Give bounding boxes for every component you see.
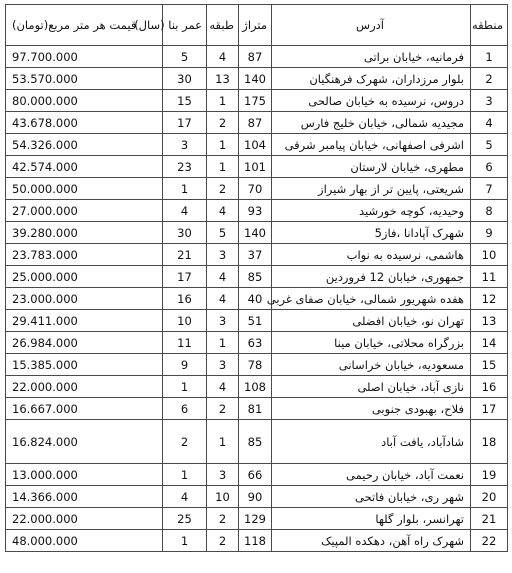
table-row	[6, 420, 508, 464]
cell-building-age: 5	[163, 46, 207, 68]
cell-price-per-sqm: 22.000.000	[6, 376, 163, 398]
header-row	[6, 5, 508, 46]
table-row	[6, 398, 508, 420]
cell-floor: 1	[207, 134, 239, 156]
cell-address: مسعودیه، خیابان خراسانی	[272, 354, 471, 376]
cell-floor: 1	[207, 420, 239, 464]
cell-price-per-sqm: 42.574.000	[6, 156, 163, 178]
table-row	[6, 464, 508, 486]
cell-price-per-sqm: 48.000.000	[6, 530, 163, 552]
cell-floor: 4	[207, 200, 239, 222]
cell-building-age: 25	[163, 508, 207, 530]
table-row	[6, 376, 508, 398]
cell-region: 21	[471, 508, 508, 530]
cell-region: 12	[471, 288, 508, 310]
table-row	[6, 288, 508, 310]
cell-area: 129	[239, 508, 272, 530]
table-row	[6, 200, 508, 222]
cell-floor: 13	[207, 68, 239, 90]
cell-area: 78	[239, 354, 272, 376]
cell-region: 18	[471, 420, 508, 464]
cell-region: 20	[471, 486, 508, 508]
header-address: آدرس	[272, 5, 471, 46]
cell-floor: 2	[207, 530, 239, 552]
cell-floor: 4	[207, 288, 239, 310]
cell-floor: 1	[207, 156, 239, 178]
table-row	[6, 508, 508, 530]
cell-region: 14	[471, 332, 508, 354]
cell-area: 85	[239, 420, 272, 464]
cell-building-age: 16	[163, 288, 207, 310]
cell-area: 37	[239, 244, 272, 266]
cell-price-per-sqm: 39.280.000	[6, 222, 163, 244]
cell-region: 2	[471, 68, 508, 90]
header-price-per-sqm: قیمت هر متر مربع(تومان)	[6, 5, 163, 46]
cell-address: تهران نو، خیابان افضلی	[272, 310, 471, 332]
cell-floor: 2	[207, 112, 239, 134]
cell-area: 51	[239, 310, 272, 332]
cell-price-per-sqm: 80.000.000	[6, 90, 163, 112]
cell-area: 118	[239, 530, 272, 552]
cell-region: 19	[471, 464, 508, 486]
header-area: متراژ	[239, 5, 272, 46]
table-row	[6, 90, 508, 112]
cell-area: 140	[239, 222, 272, 244]
table-row	[6, 486, 508, 508]
cell-price-per-sqm: 25.000.000	[6, 266, 163, 288]
price-table	[5, 4, 508, 552]
cell-address: نازی آباد، خیابان اصلی	[272, 376, 471, 398]
cell-floor: 1	[207, 90, 239, 112]
cell-region: 8	[471, 200, 508, 222]
cell-area: 81	[239, 398, 272, 420]
cell-region: 13	[471, 310, 508, 332]
cell-price-per-sqm: 15.385.000	[6, 354, 163, 376]
table-row	[6, 332, 508, 354]
cell-price-per-sqm: 16.667.000	[6, 398, 163, 420]
cell-address: وحیدیه، کوچه خورشید	[272, 200, 471, 222]
cell-building-age: 10	[163, 310, 207, 332]
cell-building-age: 30	[163, 68, 207, 90]
cell-area: 101	[239, 156, 272, 178]
table-body	[6, 46, 508, 552]
cell-building-age: 2	[163, 420, 207, 464]
header-floor: طبقه	[207, 5, 239, 46]
cell-address: هفده شهریور شمالی، خیابان صفای غربی	[272, 288, 471, 310]
cell-area: 175	[239, 90, 272, 112]
cell-area: 66	[239, 464, 272, 486]
cell-region: 4	[471, 112, 508, 134]
cell-building-age: 23	[163, 156, 207, 178]
cell-floor: 3	[207, 310, 239, 332]
cell-floor: 5	[207, 222, 239, 244]
cell-area: 63	[239, 332, 272, 354]
cell-floor: 3	[207, 244, 239, 266]
cell-building-age: 9	[163, 354, 207, 376]
cell-region: 16	[471, 376, 508, 398]
cell-region: 1	[471, 46, 508, 68]
cell-price-per-sqm: 16.824.000	[6, 420, 163, 464]
cell-region: 15	[471, 354, 508, 376]
cell-region: 11	[471, 266, 508, 288]
cell-address: شهرک آپادانا ،فاز5	[272, 222, 471, 244]
cell-address: مطهری، خیابان لارستان	[272, 156, 471, 178]
cell-address: شادآباد، یافت آباد	[272, 420, 471, 464]
cell-floor: 4	[207, 376, 239, 398]
cell-floor: 2	[207, 178, 239, 200]
cell-price-per-sqm: 13.000.000	[6, 464, 163, 486]
cell-price-per-sqm: 23.783.000	[6, 244, 163, 266]
cell-floor: 3	[207, 354, 239, 376]
cell-floor: 1	[207, 332, 239, 354]
cell-building-age: 1	[163, 178, 207, 200]
cell-building-age: 30	[163, 222, 207, 244]
cell-region: 6	[471, 156, 508, 178]
cell-area: 140	[239, 68, 272, 90]
cell-building-age: 1	[163, 464, 207, 486]
cell-region: 10	[471, 244, 508, 266]
cell-address: شهرک راه آهن، دهکده المپیک	[272, 530, 471, 552]
cell-region: 9	[471, 222, 508, 244]
cell-price-per-sqm: 54.326.000	[6, 134, 163, 156]
cell-address: نعمت آباد، خیابان رحیمی	[272, 464, 471, 486]
cell-building-age: 17	[163, 112, 207, 134]
cell-area: 85	[239, 266, 272, 288]
cell-building-age: 4	[163, 486, 207, 508]
cell-address: فرمانیه، خیابان براتی	[272, 46, 471, 68]
table-row	[6, 134, 508, 156]
cell-price-per-sqm: 14.366.000	[6, 486, 163, 508]
cell-price-per-sqm: 50.000.000	[6, 178, 163, 200]
header-building-age: عمر بنا (سال)	[163, 5, 207, 46]
cell-region: 7	[471, 178, 508, 200]
cell-price-per-sqm: 29.411.000	[6, 310, 163, 332]
cell-price-per-sqm: 23.000.000	[6, 288, 163, 310]
cell-address: بلوار مرزداران، شهرک فرهنگیان	[272, 68, 471, 90]
cell-building-age: 15	[163, 90, 207, 112]
table-row	[6, 68, 508, 90]
table-row	[6, 46, 508, 68]
cell-area: 70	[239, 178, 272, 200]
cell-address: فلاح، بهبودی جنوبی	[272, 398, 471, 420]
cell-building-age: 1	[163, 530, 207, 552]
cell-address: هاشمی، نرسیده به نواب	[272, 244, 471, 266]
table-row	[6, 354, 508, 376]
price-table-container	[5, 4, 507, 552]
cell-area: 104	[239, 134, 272, 156]
cell-floor: 3	[207, 464, 239, 486]
cell-area: 90	[239, 486, 272, 508]
cell-region: 3	[471, 90, 508, 112]
cell-area: 93	[239, 200, 272, 222]
table-row	[6, 310, 508, 332]
table-row	[6, 244, 508, 266]
cell-floor: 2	[207, 508, 239, 530]
cell-region: 17	[471, 398, 508, 420]
cell-building-age: 21	[163, 244, 207, 266]
table-row	[6, 530, 508, 552]
table-row	[6, 156, 508, 178]
cell-price-per-sqm: 53.570.000	[6, 68, 163, 90]
table-header	[6, 5, 508, 46]
header-region: منطقه	[471, 5, 508, 46]
table-row	[6, 222, 508, 244]
cell-price-per-sqm: 97.700.000	[6, 46, 163, 68]
cell-floor: 2	[207, 398, 239, 420]
cell-building-age: 4	[163, 200, 207, 222]
cell-region: 22	[471, 530, 508, 552]
cell-building-age: 3	[163, 134, 207, 156]
cell-floor: 4	[207, 46, 239, 68]
cell-area: 40	[239, 288, 272, 310]
cell-address: شهر ری، خیابان فاتحی	[272, 486, 471, 508]
cell-area: 108	[239, 376, 272, 398]
cell-address: جمهوری، خیابان 12 فروردین	[272, 266, 471, 288]
cell-floor: 10	[207, 486, 239, 508]
cell-address: تهرانسر، بلوار گلها	[272, 508, 471, 530]
cell-floor: 4	[207, 266, 239, 288]
cell-area: 87	[239, 112, 272, 134]
cell-address: اشرفی اصفهانی، خیابان پیامبر شرقی	[272, 134, 471, 156]
cell-building-age: 11	[163, 332, 207, 354]
cell-address: مجیدیه شمالی، خیابان خلیج فارس	[272, 112, 471, 134]
cell-price-per-sqm: 22.000.000	[6, 508, 163, 530]
cell-area: 87	[239, 46, 272, 68]
table-row	[6, 178, 508, 200]
cell-building-age: 17	[163, 266, 207, 288]
cell-price-per-sqm: 43.678.000	[6, 112, 163, 134]
table-row	[6, 266, 508, 288]
cell-region: 5	[471, 134, 508, 156]
cell-price-per-sqm: 27.000.000	[6, 200, 163, 222]
cell-price-per-sqm: 26.984.000	[6, 332, 163, 354]
cell-building-age: 6	[163, 398, 207, 420]
table-row	[6, 112, 508, 134]
cell-address: شریعتی، پایین تر از بهار شیراز	[272, 178, 471, 200]
cell-address: بزرگراه محلاتی، خیابان مینا	[272, 332, 471, 354]
cell-address: دروس، نرسیده به خیابان صالحی	[272, 90, 471, 112]
cell-building-age: 1	[163, 376, 207, 398]
